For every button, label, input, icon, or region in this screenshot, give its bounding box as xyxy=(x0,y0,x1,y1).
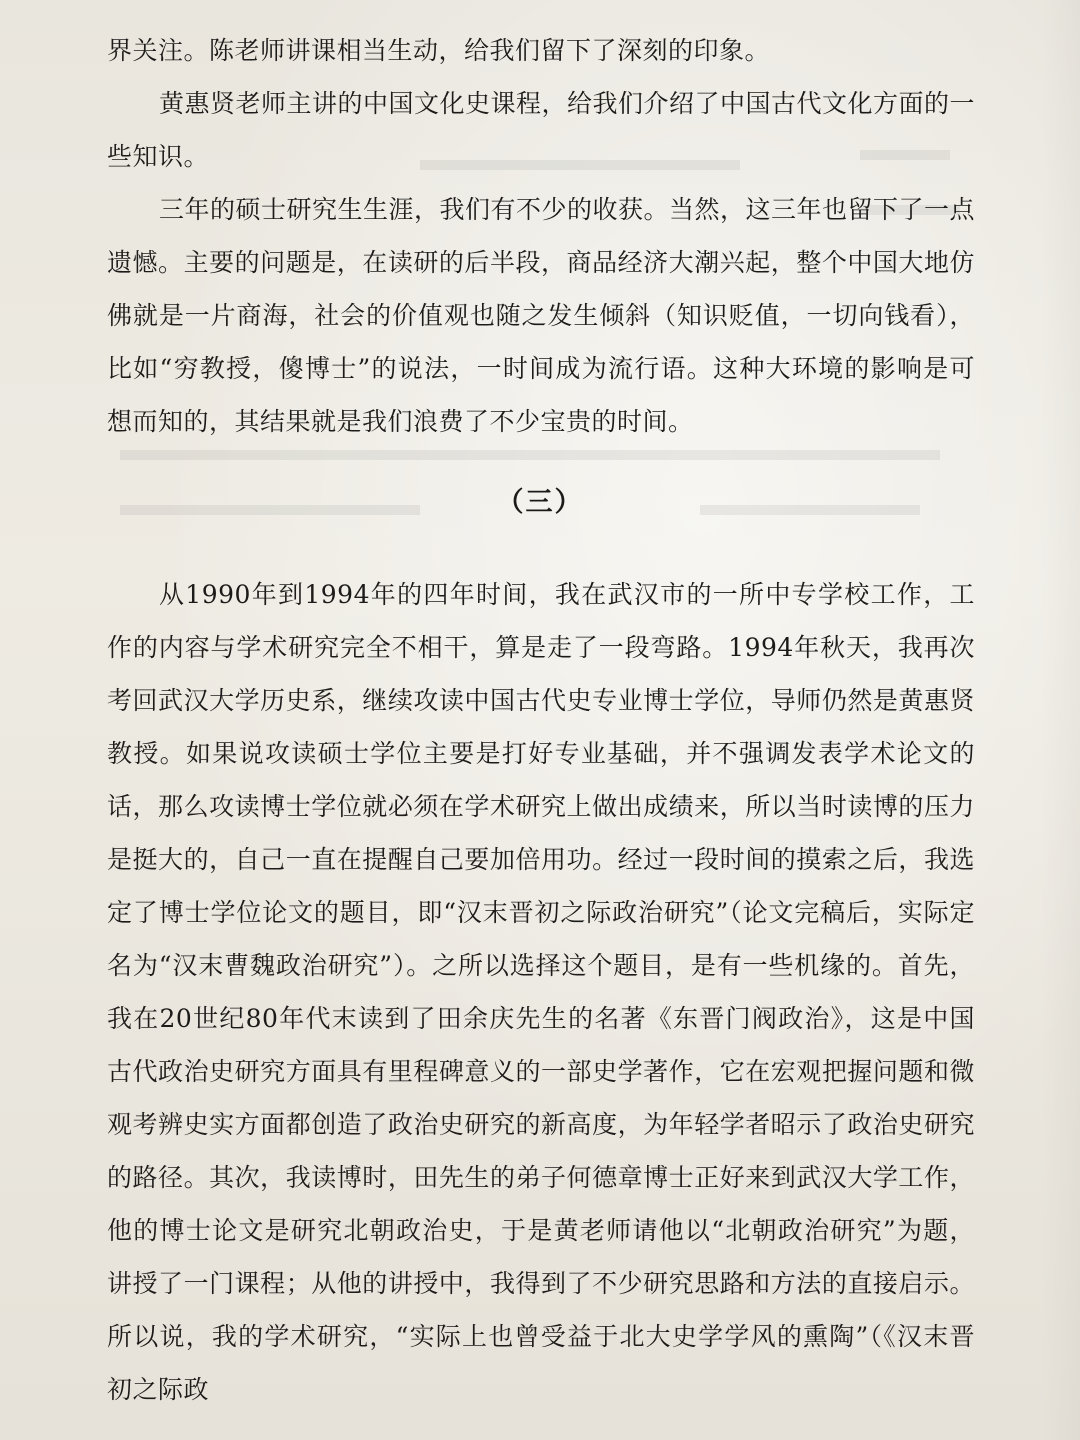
paragraph-fragment: 界关注。陈老师讲课相当生动，给我们留下了深刻的印象。 xyxy=(107,36,771,65)
section-heading: （三） xyxy=(496,487,584,518)
paragraph: 三年的硕士研究生生涯，我们有不少的收获。当然，这三年也留下了一点遗憾。主要的问题是，在读研的后半段，商品经济大潮兴起，整个中国大地仿佛就是一片商海，社会的价值观也随之发生倾斜（知识贬值，一切向钱看），比如“穷教授，傻博士”的说法，一时间成为流行语。这种大环境的影响是可想而知的，其结果就是我们浪费了不少宝贵的时间。 xyxy=(107,195,976,436)
paragraph: 从1990年到1994年的四年时间，我在武汉市的一所中专学校工作，工作的内容与学术研究完全不相干，算是走了一段弯路。1994年秋天，我再次考回武汉大学历史系，继续攻读中国古代史专业博士学位，导师仍然是黄惠贤教授。如果说攻读硕士学位主要是打好专业基础，并不强调发表学术论文的话，那么攻读博士学位就必须在学术研究上做出成绩来，所以当时读博的压力是挺大的，自己一直在提醒自己要加倍用功。经过一段时间的摸索之后，我选定了博士学位论文的题目，即“汉末晋初之际政治研究”（论文完稿后，实际定名为“汉末曹魏政治研究”）。之所以选择这个题目，是有一些机缘的。首先，我在20世纪80年代末读到了田余庆先生的名著《东晋门阀政治》，这是中国古代政治史研究方面具有里程碑意义的一部史学著作，它在宏观把握问题和微观考辨史实方面都创造了政治史研究的新高度，为年轻学者昭示了政治史研究的路径。其次，我读博时，田先生的弟子何德章博士正好来到武汉大学工作，他的博士论文是研究北朝政治史，于是黄老师请他以“北朝政治研究”为题，讲授了一门课程；从他的讲授中，我得到了不少研究思路和方法的直接启示。所以说，我的学术研究，“实际上也曾受益于北大史学学风的熏陶”（《汉末晋初之际政 xyxy=(107,580,975,1404)
page-edge-shadow xyxy=(1040,0,1080,1440)
paragraph: 黄惠贤老师主讲的中国文化史课程，给我们介绍了中国古代文化方面的一些知识。 xyxy=(107,89,976,171)
text-block-main xyxy=(107,568,975,1416)
text-block-top xyxy=(107,24,975,448)
